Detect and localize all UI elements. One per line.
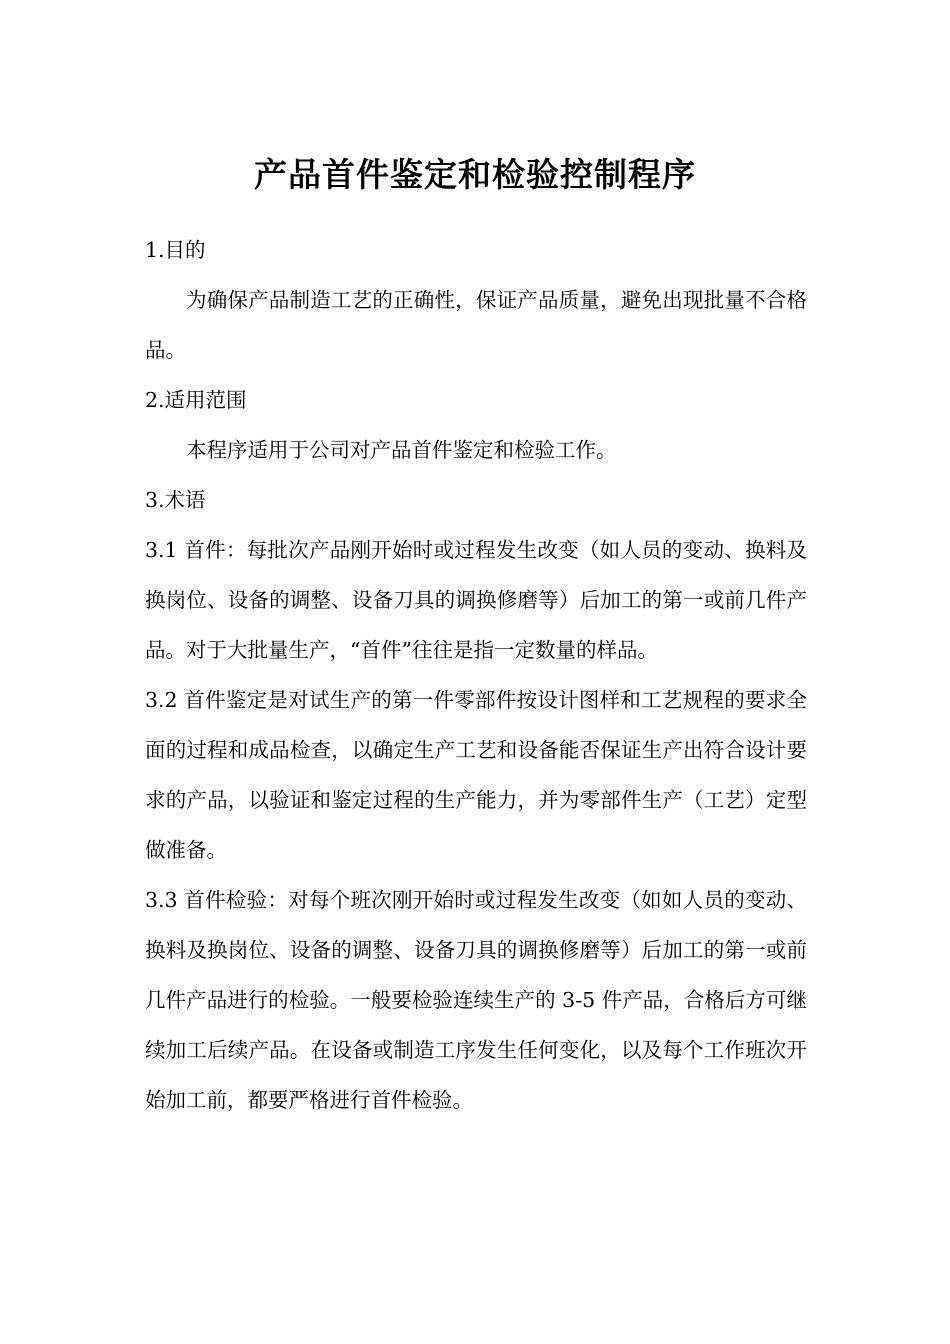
section-heading-purpose: 1.目的 [145,238,206,262]
paragraph-scope: 本程序适用于公司对产品首件鉴定和检验工作。 [186,438,617,462]
section-heading-terms: 3.术语 [145,488,206,512]
paragraph-term-first-piece-inspection: 3.3 首件检验：对每个班次刚开始时或过程发生改变（如如人员的变动、换料及换岗位、设备的调整、设备刀具的调换修磨等）后加工的第一或前几件产品进行的检验。一般要检验连续生产的 3-5 件产品，合格后方可继续加工后续产品。在设备或制造工序发生任何变化，以及每个工作班次开始加工前，都要严格进行首件检验。 [145,888,807,1112]
paragraph-term-first-piece-qualification: 3.2 首件鉴定是对试生产的第一件零部件按设计图样和工艺规程的要求全面的过程和成品检查，以确定生产工艺和设备能否保证生产出符合设计要求的产品，以验证和鉴定过程的生产能力，并为零部件生产（工艺）定型做准备。 [145,688,807,862]
document-title: 产品首件鉴定和检验控制程序 [254,155,696,195]
section-heading-scope: 2.适用范围 [145,388,247,412]
document-body [145,225,807,1125]
paragraph-purpose: 为确保产品制造工艺的正确性，保证产品质量，避免出现批量不合格品。 [145,288,807,362]
paragraph-term-first-piece: 3.1 首件：每批次产品刚开始时或过程发生改变（如人员的变动、换料及换岗位、设备的调整、设备刀具的调换修磨等）后加工的第一或前几件产品。对于大批量生产，“首件”往往是指一定数量的样品。 [145,538,807,662]
